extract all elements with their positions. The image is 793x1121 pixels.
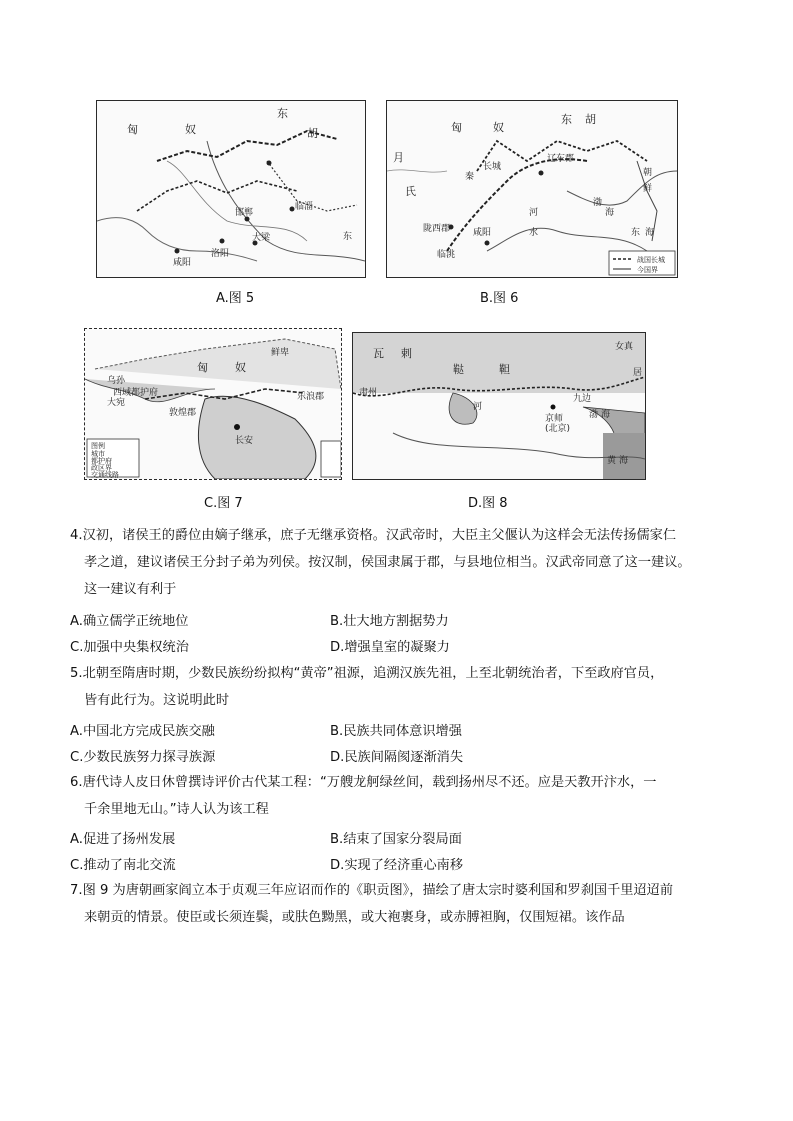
map-5-label: 洛阳 — [211, 249, 230, 259]
map-8-label: 靼 — [499, 363, 510, 376]
map-8-label: 肃州 — [359, 388, 378, 398]
map-6-label: 海 — [605, 208, 615, 218]
map-8-label: 海 — [619, 456, 629, 466]
map-8-label: 河 — [473, 402, 483, 412]
map-5-caption: A.图 5 — [216, 291, 255, 306]
map-7-legend-item: 政区界 — [91, 464, 112, 472]
map-7-label: 西域都护府 — [113, 388, 159, 398]
map-6-label: 水 — [529, 228, 539, 238]
map-6-label: 东 — [561, 113, 572, 126]
map-6-label: 海 — [645, 228, 655, 238]
map-7-legend-item: 交通线路 — [91, 471, 119, 479]
question-6-option-a[interactable]: A.促进了扬州发展 — [70, 832, 176, 847]
map-7-label: 匈 — [197, 361, 208, 374]
map-8-caption: D.图 8 — [468, 496, 508, 511]
map-5-label: 匈 — [127, 123, 138, 136]
question-5-option-a[interactable]: A.中国北方完成民族交融 — [70, 724, 215, 739]
map-5-label: 胡 — [307, 127, 318, 140]
map-6-label: 河 — [529, 208, 539, 218]
map-5-label: 奴 — [185, 123, 196, 136]
map-6-label: 咸阳 — [473, 228, 492, 238]
map-8-label: 瓦 — [373, 347, 384, 360]
question-4-option-b[interactable]: B.壮大地方割据势力 — [330, 614, 449, 629]
map-8-label: 女真 — [615, 342, 634, 352]
map-8-label: 海 — [601, 410, 611, 420]
map-8-label: 居 — [633, 368, 643, 378]
map-6-drawing — [387, 101, 677, 277]
map-8-label: 京师 — [545, 414, 564, 424]
question-6-option-b[interactable]: B.结束了国家分裂局面 — [330, 832, 462, 847]
map-6-label: 鲜 — [643, 184, 653, 194]
map-6-label: 氏 — [405, 185, 416, 198]
map-7-legend-item: 图例 — [91, 442, 105, 450]
map-6-label: 临洮 — [437, 250, 456, 260]
map-7-label: 鲜卑 — [271, 348, 290, 358]
question-4-line: 这一建议有利于 — [84, 582, 177, 597]
map-5-label: 邯郸 — [235, 208, 254, 218]
map-6-label: 辽东郡 — [547, 154, 575, 164]
question-6-option-d[interactable]: D.实现了经济重心南移 — [330, 858, 464, 873]
map-7-label: 敦煌郡 — [169, 408, 197, 418]
question-5-option-d[interactable]: D.民族间隔阂逐渐消失 — [330, 750, 464, 765]
question-5-option-b[interactable]: B.民族共同体意识增强 — [330, 724, 462, 739]
question-5-line: 皆有此行为。这说明此时 — [84, 693, 230, 708]
map-8-label: 渤 — [589, 410, 599, 420]
map-6-label: 奴 — [493, 121, 504, 134]
map-6-caption: B.图 6 — [480, 291, 519, 306]
map-7-label: 长安 — [235, 436, 254, 446]
question-7-line: 7.图 9 为唐朝画家阎立本于贞观三年应诏而作的《职贡图》，描绘了唐太宗时婆利国和罗刹国千里迢迢前 — [70, 883, 674, 898]
map-7-label: 乐浪郡 — [297, 392, 325, 402]
map-8-label: 鞑 — [453, 363, 464, 376]
map-8-drawing — [353, 333, 645, 479]
map-7-label: 乌孙 — [107, 376, 126, 386]
map-7-label: 奴 — [235, 361, 246, 374]
question-4-line: 孝之道，建议诸侯王分封子弟为列侯。按汉制，侯国隶属于郡，与县地位相当。汉武帝同意了这一建议。 — [84, 555, 691, 570]
map-6-label: 月 — [393, 151, 404, 164]
map-7-legend-item: 城市 — [91, 450, 105, 458]
question-6-line: 6.唐代诗人皮日休曾撰诗评价古代某工程：“万艘龙舸绿丝间，载到扬州尽不还。应是天教开汴水，一 — [70, 775, 657, 790]
map-7-label: 大宛 — [107, 398, 126, 408]
map-6-label: 东 — [631, 228, 641, 238]
map-figure-5 — [96, 100, 366, 278]
question-7-line: 来朝贡的情景。使臣或长须连鬓，或肤色黝黑，或大袍裹身，或赤膊袒胸，仅围短裙。该作品 — [84, 910, 625, 925]
map-6-label: 陇西郡 — [423, 224, 451, 234]
map-6-label: 胡 — [585, 113, 596, 126]
map-8-label: 剌 — [401, 347, 412, 360]
map-6-label: 长城 — [483, 162, 502, 172]
map-8-label: 九边 — [573, 394, 592, 404]
question-5-option-c[interactable]: C.少数民族努力探寻族源 — [70, 750, 216, 765]
map-figure-6 — [386, 100, 678, 278]
map-5-label: 东 — [277, 107, 288, 120]
map-6-label: 渤 — [593, 198, 603, 208]
map-6-legend-item: 今国界 — [637, 266, 658, 274]
question-4-line: 4.汉初，诸侯王的爵位由嫡子继承，庶子无继承资格。汉武帝时，大臣主父偃认为这样会无法传扬儒家仁 — [70, 528, 677, 543]
question-6-option-c[interactable]: C.推动了南北交流 — [70, 858, 176, 873]
map-7-legend-item: 都护府 — [91, 457, 112, 465]
map-5-label: 咸阳 — [173, 258, 192, 268]
map-figure-7 — [84, 328, 342, 480]
map-6-label: 朝 — [643, 168, 653, 178]
map-7-caption: C.图 7 — [204, 496, 243, 511]
question-4-option-a[interactable]: A.确立儒学正统地位 — [70, 614, 189, 629]
question-4-option-c[interactable]: C.加强中央集权统治 — [70, 640, 189, 655]
map-6-label: 秦 — [465, 172, 475, 182]
map-5-label: 东 — [343, 232, 353, 242]
map-5-label: 临淄 — [295, 202, 314, 212]
map-6-legend-item: 战国长城 — [637, 256, 665, 264]
question-6-line: 千余里地无山。”诗人认为该工程 — [84, 802, 269, 817]
map-8-label: (北京) — [545, 424, 571, 434]
map-5-label: 大梁 — [252, 233, 271, 243]
map-6-label: 匈 — [451, 121, 462, 134]
map-figure-8 — [352, 332, 646, 480]
question-4-option-d[interactable]: D.增强皇室的凝聚力 — [330, 640, 450, 655]
map-8-label: 黄 — [607, 456, 617, 466]
question-5-line: 5.北朝至隋唐时期，少数民族纷纷拟构“黄帝”祖源，追溯汉族先祖，上至北朝统治者，下至政府官员， — [70, 666, 664, 681]
